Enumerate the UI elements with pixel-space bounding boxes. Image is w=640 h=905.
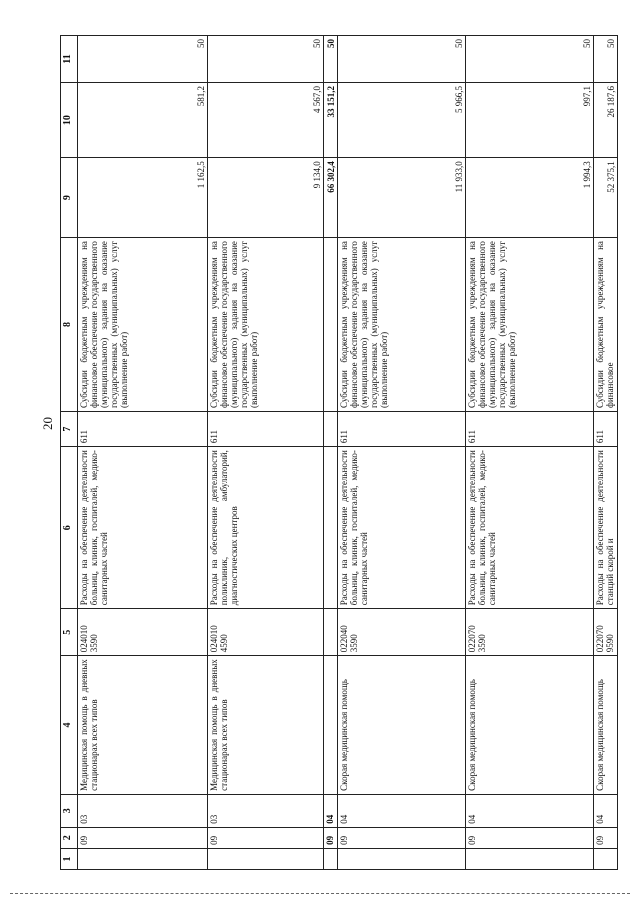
cell-col-3: 04 xyxy=(466,794,594,827)
cell-col-11: 50 xyxy=(208,36,324,83)
cell-col-5: 022070 3590 xyxy=(466,609,594,656)
cell-col-6: Расходы на обеспечение деятельности больниц, клиник, госпиталей, медико-санитарных частей xyxy=(338,447,466,609)
cell-col-8: Субсидии бюджетным учреждениям на финансовое обеспечение государственного (муниципального) задания на оказание государственных (муниципальных) услуг (выполнение работ) xyxy=(338,238,466,412)
cell-col-9: 1 162,5 xyxy=(78,158,208,238)
cell-col-3: 03 xyxy=(208,794,324,827)
page-edge-line xyxy=(10,893,630,894)
table-row xyxy=(594,36,618,870)
cell-col-9: 9 134,0 xyxy=(208,158,324,238)
cell-col-10: 26 187,6 xyxy=(594,83,618,158)
column-header-5: 5 xyxy=(61,609,78,656)
cell-col-8: Субсидии бюджетным учреждениям на финансовое обеспечение государственного (муниципального) задания на оказание государственных (муниципальных) услуг (выполнение работ) xyxy=(208,238,324,412)
cell-col-11: 50 xyxy=(78,36,208,83)
cell-col-6: Расходы на обеспечение деятельности поликлиник, амбулаторий, диагностических центров xyxy=(208,447,324,609)
cell-col-4: Скорая медицинская помощь xyxy=(338,656,466,795)
cell-col-7 xyxy=(324,411,338,446)
cell-col-2: 09 xyxy=(594,827,618,848)
cell-col-8: Субсидии бюджетным учреждениям на финансовое обеспечение государственного (муниципального) задания на оказание государственных (муниципальных) услуг (выполнение работ) xyxy=(78,238,208,412)
budget-table xyxy=(60,35,618,870)
cell-col-1 xyxy=(324,848,338,869)
cell-col-11: 50 xyxy=(324,36,338,83)
rotated-table-page xyxy=(60,35,620,870)
cell-col-7: 611 xyxy=(338,411,466,446)
column-header-11: 11 xyxy=(61,36,78,83)
table-body xyxy=(78,36,618,870)
cell-col-6 xyxy=(324,447,338,609)
cell-col-4: Медицинская помощь в дневных стационарах всех типов xyxy=(78,656,208,795)
table-row xyxy=(78,36,208,870)
column-header-4: 4 xyxy=(61,656,78,795)
table-row xyxy=(338,36,466,870)
column-header-10: 10 xyxy=(61,83,78,158)
cell-col-5: 024010 3590 xyxy=(78,609,208,656)
subtotal-row xyxy=(324,36,338,870)
cell-col-3: 04 xyxy=(324,794,338,827)
cell-col-5: 024010 4590 xyxy=(208,609,324,656)
cell-col-2: 09 xyxy=(208,827,324,848)
cell-col-7: 611 xyxy=(78,411,208,446)
cell-col-4: Скорая медицинская помощь xyxy=(594,656,618,795)
column-header-9: 9 xyxy=(61,158,78,238)
cell-col-6: Расходы на обеспечение деятельности станций скорой и xyxy=(594,447,618,609)
column-header-1: 1 xyxy=(61,848,78,869)
cell-col-1 xyxy=(466,848,594,869)
cell-col-8: Субсидии бюджетным учреждениям на финансовое xyxy=(594,238,618,412)
cell-col-1 xyxy=(594,848,618,869)
cell-col-10: 4 567,0 xyxy=(208,83,324,158)
cell-col-2: 09 xyxy=(338,827,466,848)
cell-col-1 xyxy=(208,848,324,869)
cell-col-4: Скорая медицинская помощь xyxy=(466,656,594,795)
column-header-3: 3 xyxy=(61,794,78,827)
cell-col-1 xyxy=(78,848,208,869)
column-header-6: 6 xyxy=(61,447,78,609)
cell-col-2: 09 xyxy=(324,827,338,848)
cell-col-3: 03 xyxy=(78,794,208,827)
cell-col-5: 022070 9590 xyxy=(594,609,618,656)
cell-col-2: 09 xyxy=(78,827,208,848)
cell-col-5: 022040 3590 xyxy=(338,609,466,656)
header-row xyxy=(61,36,78,870)
column-header-8: 8 xyxy=(61,238,78,412)
cell-col-9: 11 933,0 xyxy=(338,158,466,238)
table-row xyxy=(208,36,324,870)
cell-col-8 xyxy=(324,238,338,412)
cell-col-11: 50 xyxy=(466,36,594,83)
page-number: 20 xyxy=(40,417,55,430)
column-header-7: 7 xyxy=(61,411,78,446)
cell-col-10: 997,1 xyxy=(466,83,594,158)
cell-col-3: 04 xyxy=(338,794,466,827)
cell-col-8: Субсидии бюджетным учреждениям на финансовое обеспечение государственного (муниципального) задания на оказание государственных (муниципальных) услуг (выполнение работ) xyxy=(466,238,594,412)
cell-col-5 xyxy=(324,609,338,656)
cell-col-9: 52 375,1 xyxy=(594,158,618,238)
cell-col-9: 66 302,4 xyxy=(324,158,338,238)
cell-col-7: 611 xyxy=(466,411,594,446)
cell-col-10: 581,2 xyxy=(78,83,208,158)
table-row xyxy=(466,36,594,870)
cell-col-7: 611 xyxy=(594,411,618,446)
cell-col-1 xyxy=(338,848,466,869)
cell-col-2: 09 xyxy=(466,827,594,848)
cell-col-11: 50 xyxy=(594,36,618,83)
column-header-2: 2 xyxy=(61,827,78,848)
cell-col-10: 33 151,2 xyxy=(324,83,338,158)
cell-col-3: 04 xyxy=(594,794,618,827)
cell-col-9: 1 994,3 xyxy=(466,158,594,238)
cell-col-10: 5 966,5 xyxy=(338,83,466,158)
cell-col-11: 50 xyxy=(338,36,466,83)
cell-col-6: Расходы на обеспечение деятельности больниц, клиник, госпиталей, медико-санитарных частей xyxy=(466,447,594,609)
cell-col-4 xyxy=(324,656,338,795)
cell-col-6: Расходы на обеспечение деятельности больниц, клиник, госпиталей, медико-санитарных частей xyxy=(78,447,208,609)
cell-col-7: 611 xyxy=(208,411,324,446)
cell-col-4: Медицинская помощь в дневных стационарах всех типов xyxy=(208,656,324,795)
